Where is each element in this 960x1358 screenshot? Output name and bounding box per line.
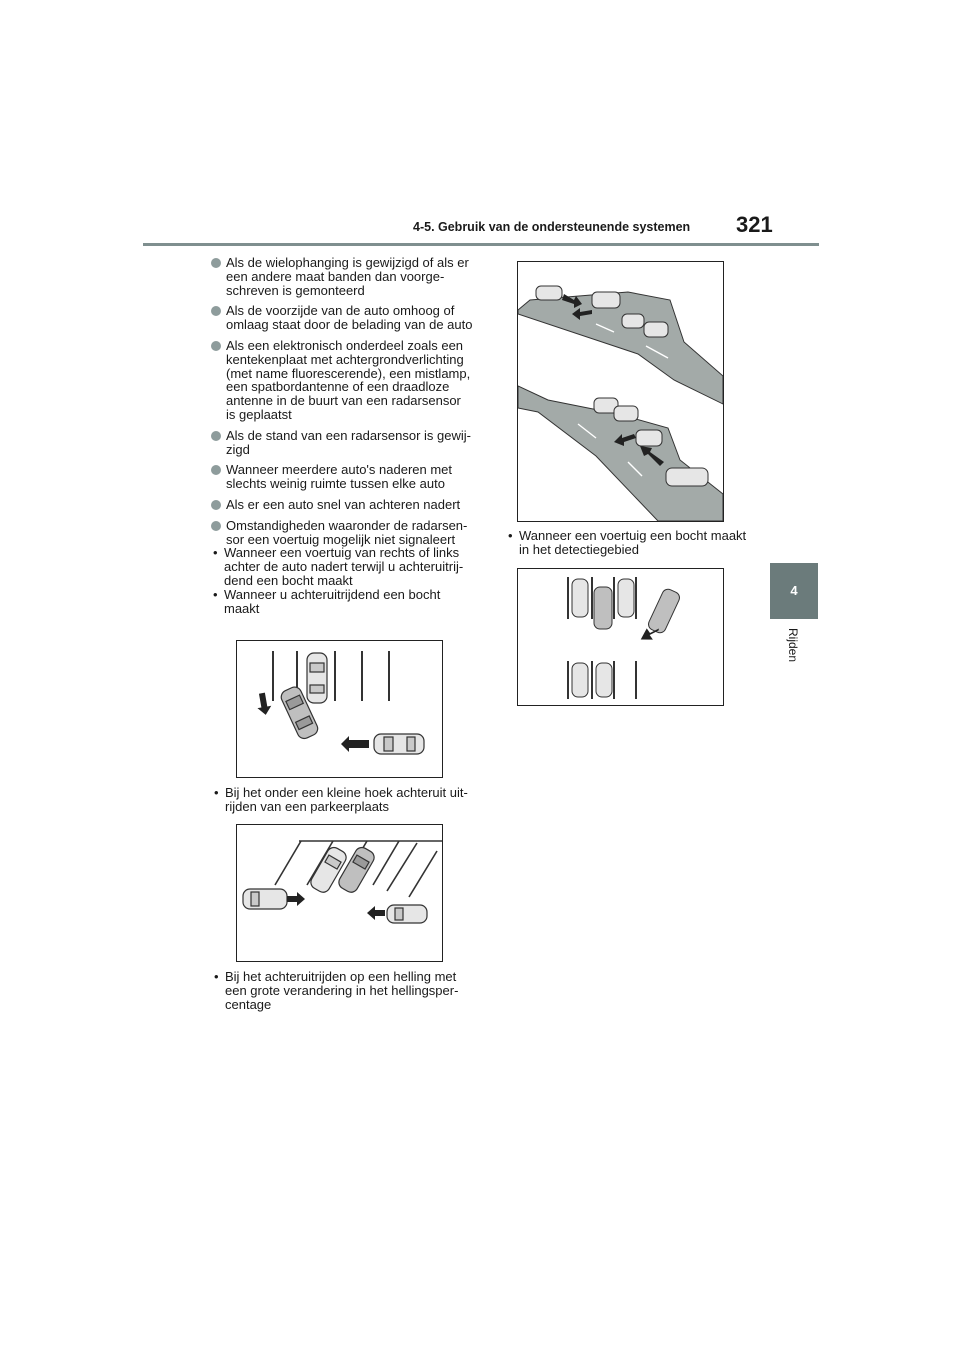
list-item: Als de stand van een radarsensor is gewij-zigd [211, 429, 473, 457]
list-item: Als er een auto snel van achteren nadert [211, 498, 473, 512]
caption-curve: • Wanneer een voertuig een bocht maakt in het detectiegebied [508, 528, 747, 557]
header-divider [143, 243, 819, 246]
road-upper [518, 292, 723, 404]
list-item: Als een elektronisch onderdeel zoals een kentekenplaat met achtergrondverlichting (met name fluorescerende), een mistlamp, een spatbordantenne of een draadloze antenne in de buurt van een radarsensor is geplaatst [211, 339, 473, 422]
figure-angled-parking [236, 824, 443, 962]
caption-angle: • Bij het onder een kleine hoek achteruit uit-rijden van een parkeerplaats [214, 785, 468, 814]
sub-list-item: • Wanneer een voertuig van rechts of links achter de auto nadert terwijl u achteruitrij-dend een bocht maakt [213, 545, 464, 588]
list-item: Als de wielophanging is gewijzigd of als er een andere maat banden dan voorge-schreven is gemonteerd [211, 256, 473, 297]
list-item: Als de voorzijde van de auto omhoog of omlaag staat door de belading van de auto [211, 304, 473, 332]
figure-slope [517, 261, 724, 522]
list-item: Wanneer meerdere auto's naderen met slechts weinig ruimte tussen elke auto [211, 463, 473, 491]
caption-slope: • Bij het achteruitrijden op een helling met een grote verandering in het hellingsper-centage [214, 969, 459, 1012]
page-number: 321 [736, 212, 773, 237]
list-item: Omstandigheden waaronder de radarsen-sor een voertuig mogelijk niet signaleert [211, 519, 473, 547]
chapter-label: Rijden [786, 628, 800, 663]
left-column [211, 256, 473, 615]
section-title: 4-5. Gebruik van de ondersteunende systemen [413, 220, 691, 234]
figure-turn-detection [517, 568, 724, 706]
figure-reverse-turn [236, 640, 443, 778]
chapter-tab[interactable]: 4 [770, 563, 818, 619]
sub-list-item: • Wanneer u achteruitrijdend een bocht maakt [213, 586, 441, 616]
